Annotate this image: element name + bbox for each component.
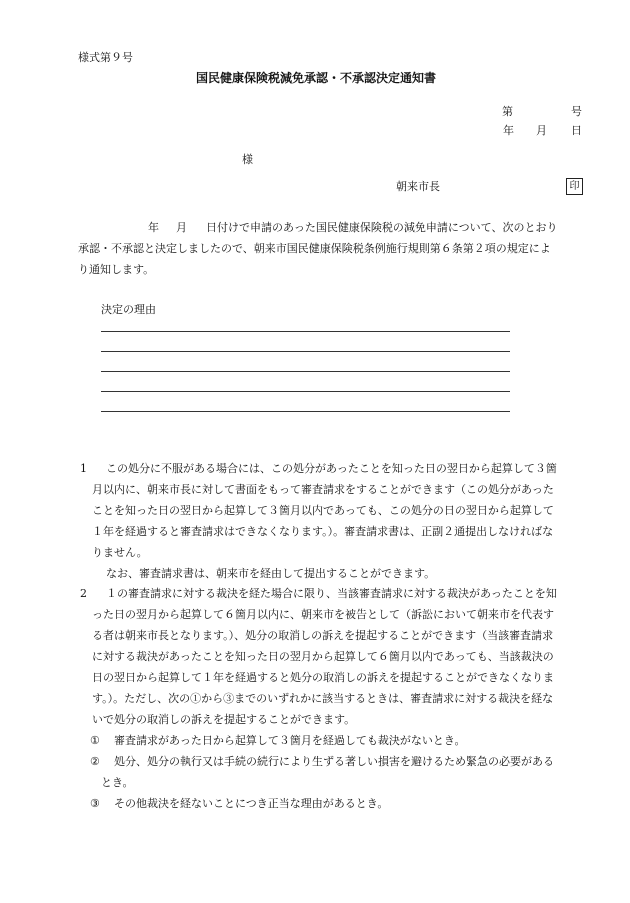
note-1-line-4: １年を経過すると審査請求はできなくなります。）。審査請求書は、正副２通提出しなければな bbox=[92, 525, 554, 538]
condition-2-marker: ② bbox=[90, 755, 100, 768]
seal-mark: 印 bbox=[566, 178, 583, 195]
body-line2: 承認・不承認と決定しましたので、朝来市国民健康保険税条例施行規則第６条第２項の規定によ bbox=[78, 242, 551, 255]
note-2-line-7: いで処分の取消しの訴えを提起することができます。 bbox=[92, 713, 356, 726]
note-2-marker: 2 bbox=[80, 587, 87, 600]
condition-1-marker: ① bbox=[90, 734, 100, 747]
note-2 bbox=[92, 583, 557, 730]
note-1-marker: 1 bbox=[80, 462, 87, 475]
date-month: 月 bbox=[536, 124, 547, 137]
note-2-line-1: １の審査請求に対する裁決を経た場合に限り、当該審査請求に対する裁決があったことを知 bbox=[106, 587, 557, 600]
recipient-suffix: 様 bbox=[242, 153, 253, 166]
note-1-line-5: りません。 bbox=[92, 546, 148, 559]
condition-2-text: 処分、処分の執行又は手続の続行により生ずる著しい損害を避けるため緊急の必要がある bbox=[114, 755, 554, 768]
note-2-line-6: す。）。ただし、次の①から③までのいずれかに該当するときは、審査請求に対する裁決を経な bbox=[92, 692, 554, 705]
note-2-line-2: った日の翌月から起算して６箇月以内に、朝来市を被告として（訴訟において朝来市を代表す bbox=[92, 608, 554, 621]
reason-line-5 bbox=[101, 411, 510, 412]
number-suffix: 号 bbox=[571, 105, 582, 118]
condition-3-text: その他裁決を経ないことにつき正当な理由があるとき。 bbox=[114, 797, 389, 810]
note-2-line-5: 日の翌日から起算して１年を経過すると処分の取消しの訴えを提起することができなくなりま bbox=[92, 671, 554, 684]
condition-2-cont: とき。 bbox=[101, 776, 134, 789]
note-2-line-4: に対する裁決があったことを知った日の翌月から起算して６箇月以内であっても、当該裁決の bbox=[92, 650, 554, 663]
body-line1-text: 日付けで申請のあった国民健康保険税の減免申請について、次のとおり bbox=[206, 221, 558, 234]
condition-1-text: 審査請求があった日から起算して３箇月を経過しても裁決がないとき。 bbox=[114, 734, 466, 747]
reason-line-3 bbox=[101, 371, 510, 372]
note-1-line-3: ことを知った日の翌日から起算して３箇月以内であっても、この処分の日の翌日から起算して bbox=[92, 504, 554, 517]
reason-line-1 bbox=[101, 331, 510, 332]
note-1-extra: なお、審査請求書は、朝来市を経由して提出することができます。 bbox=[106, 567, 436, 580]
reason-line-2 bbox=[101, 351, 510, 352]
note-1-line-2: 月以内に、朝来市長に対して書面をもって審査請求をすることができます（この処分があった bbox=[92, 483, 554, 496]
body-month: 月 bbox=[176, 221, 187, 234]
form-number: 様式第９号 bbox=[78, 51, 133, 64]
condition-3-marker: ③ bbox=[90, 797, 100, 810]
document-title: 国民健康保険税減免承認・不承認決定通知書 bbox=[196, 71, 437, 85]
reason-line-4 bbox=[101, 391, 510, 392]
date-year: 年 bbox=[503, 124, 514, 137]
note-1-line-1: この処分に不服がある場合には、この処分があったことを知った日の翌日から起算して３箇 bbox=[106, 462, 557, 475]
date-day: 日 bbox=[571, 124, 582, 137]
number-prefix: 第 bbox=[502, 105, 513, 118]
note-1 bbox=[92, 458, 557, 584]
reason-label: 決定の理由 bbox=[101, 303, 156, 316]
body-year: 年 bbox=[148, 221, 159, 234]
body-line3: り通知します。 bbox=[78, 263, 155, 276]
issuer-name: 朝来市長 bbox=[396, 180, 440, 193]
note-2-line-3: る者は朝来市長となります。）、処分の取消しの訴えを提起することができます（当該審査請求 bbox=[92, 629, 554, 642]
